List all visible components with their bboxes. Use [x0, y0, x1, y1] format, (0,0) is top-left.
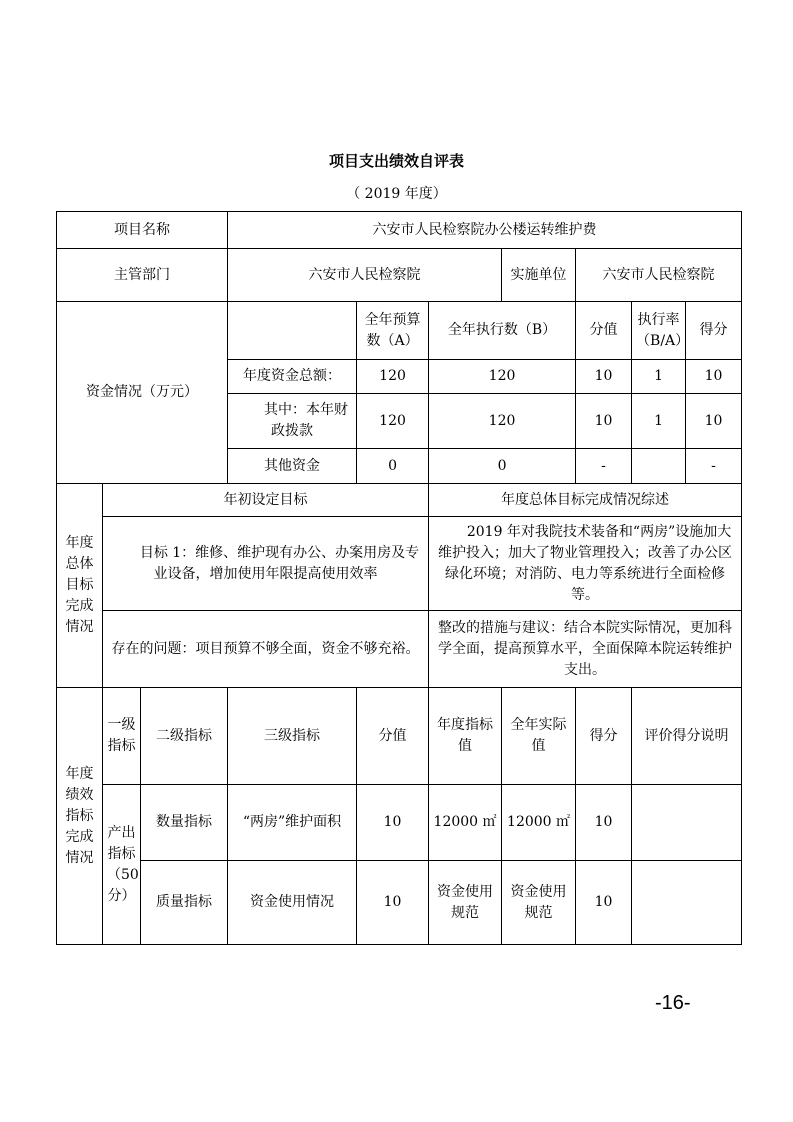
funding-row-label: 其中：本年财政拨款	[228, 394, 357, 449]
funding-header-rate: 执行率（B/A）	[632, 302, 686, 360]
indicator-actual: 12000 ㎡	[502, 785, 576, 861]
funding-header-row	[57, 302, 742, 360]
evaluation-table	[56, 211, 742, 945]
project-name-row	[57, 212, 742, 249]
funding-header-budget: 全年预算数（A）	[357, 302, 429, 360]
indicator-actual: 资金使用规范	[502, 861, 576, 945]
funding-label: 资金情况（万元）	[57, 302, 228, 484]
project-name-value: 六安市人民检察院办公楼运转维护费	[228, 212, 742, 249]
indicators-header-note: 评价得分说明	[632, 688, 742, 785]
indicators-header-level3: 三级指标	[228, 688, 357, 785]
indicator-level2: 数量指标	[141, 785, 228, 861]
indicators-header-level1: 一级指标	[103, 688, 141, 785]
funding-budget: 120	[357, 360, 429, 394]
goals-content-row	[57, 517, 742, 611]
funding-score-value: -	[576, 449, 632, 484]
goals-measures-text: 整改的措施与建议：结合本院实际情况，更加科学全面，提高预算水平，全面保障本院运转维护支出。	[429, 611, 742, 688]
funding-score-value: 10	[576, 394, 632, 449]
department-value: 六安市人民检察院	[228, 249, 502, 302]
goals-summary-text: 2019 年对我院技术装备和“两房”设施加大维护投入；加大了物业管理投入；改善了办公区绿化环境；对消防、电力等系统进行全面检修等。	[429, 517, 742, 611]
indicator-score: 10	[576, 861, 632, 945]
indicator-level3: 资金使用情况	[228, 861, 357, 945]
page-title: 项目支出绩效自评表	[328, 152, 464, 170]
indicators-header-row	[57, 688, 742, 785]
funding-rate: 1	[632, 394, 686, 449]
funding-header-score-value: 分值	[576, 302, 632, 360]
funding-rate: 1	[632, 360, 686, 394]
department-label: 主管部门	[57, 249, 228, 302]
indicator-level2: 质量指标	[141, 861, 228, 945]
goals-summary-header: 年度总体目标完成情况综述	[429, 484, 742, 517]
implementing-unit-label: 实施单位	[502, 249, 576, 302]
funding-header-score: 得分	[686, 302, 742, 360]
indicator-level1: 产出指标（50分）	[103, 785, 141, 945]
funding-exec: 0	[429, 449, 576, 484]
indicator-row	[57, 861, 742, 945]
funding-blank-header	[228, 302, 357, 360]
indicators-header-target: 年度指标值	[429, 688, 502, 785]
funding-score-value: 10	[576, 360, 632, 394]
goals-header-row	[57, 484, 742, 517]
funding-exec: 120	[429, 394, 576, 449]
indicators-header-actual: 全年实际值	[502, 688, 576, 785]
indicator-note	[632, 861, 742, 945]
goals-problems-text: 存在的问题：项目预算不够全面，资金不够充裕。	[103, 611, 429, 688]
goals-label: 年度总体目标完成情况	[57, 484, 103, 688]
department-row	[57, 249, 742, 302]
funding-budget: 0	[357, 449, 429, 484]
funding-row-label: 年度资金总额：	[228, 360, 357, 394]
funding-score: 10	[686, 394, 742, 449]
indicator-score: 10	[576, 785, 632, 861]
funding-header-exec: 全年执行数（B）	[429, 302, 576, 360]
indicators-label: 年度绩效指标完成情况	[57, 688, 103, 945]
indicators-header-level2: 二级指标	[141, 688, 228, 785]
implementing-unit-value: 六安市人民检察院	[576, 249, 742, 302]
goals-target-text: 目标 1：维修、维护现有办公、办案用房及专业设备，增加使用年限提高使用效率	[103, 517, 429, 611]
indicator-note	[632, 785, 742, 861]
indicator-level3: “两房”维护面积	[228, 785, 357, 861]
indicator-score-value: 10	[357, 785, 429, 861]
funding-row-label: 其他资金	[228, 449, 357, 484]
funding-exec: 120	[429, 360, 576, 394]
indicators-header-score-value: 分值	[357, 688, 429, 785]
project-name-label: 项目名称	[57, 212, 228, 249]
indicator-row	[57, 785, 742, 861]
funding-rate	[632, 449, 686, 484]
funding-score: -	[686, 449, 742, 484]
page-number: -16-	[655, 992, 691, 1014]
indicator-target: 资金使用规范	[429, 861, 502, 945]
funding-budget: 120	[357, 394, 429, 449]
funding-score: 10	[686, 360, 742, 394]
goals-target-header: 年初设定目标	[103, 484, 429, 517]
goals-issues-row	[57, 611, 742, 688]
indicators-header-score: 得分	[576, 688, 632, 785]
year-subtitle: （ 2019 年度）	[346, 186, 447, 202]
indicator-score-value: 10	[357, 861, 429, 945]
indicator-target: 12000 ㎡	[429, 785, 502, 861]
